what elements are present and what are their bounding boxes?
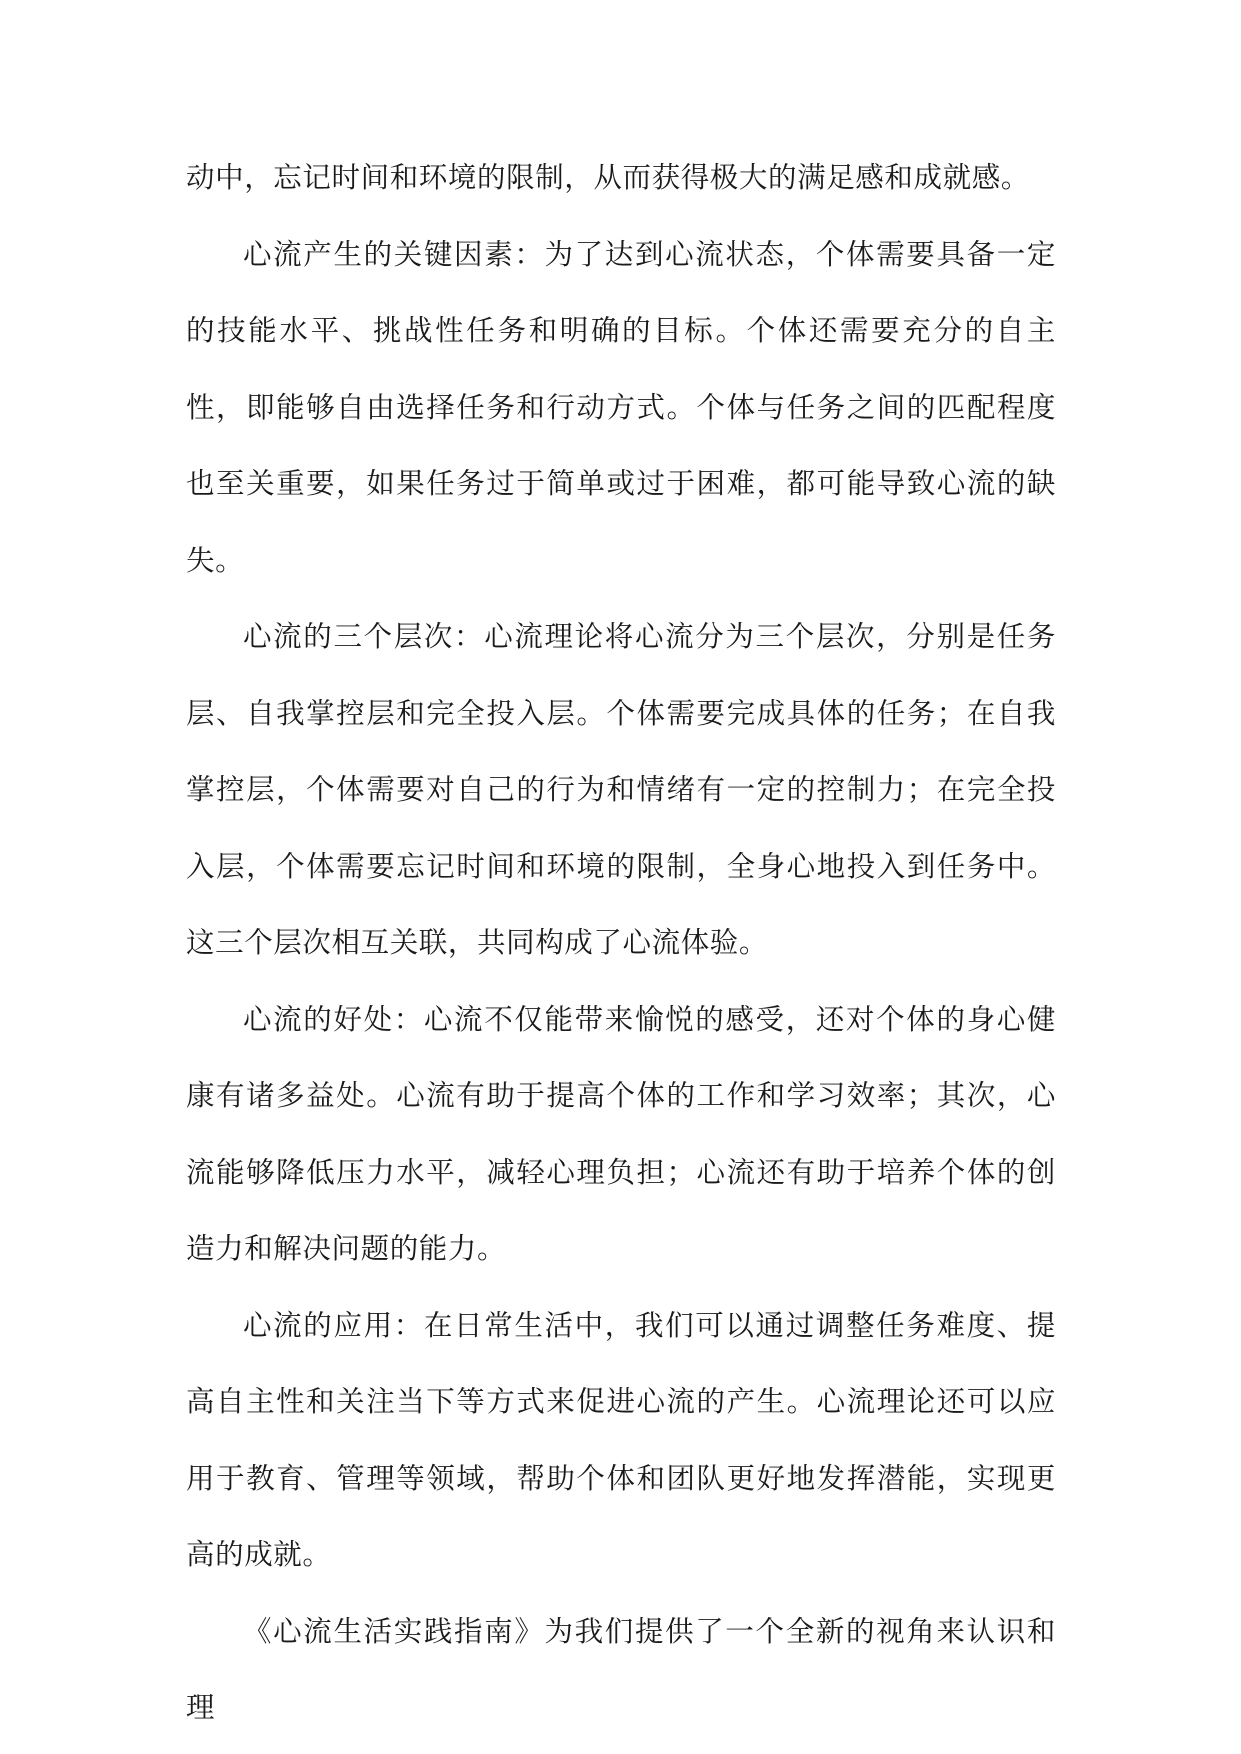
paragraph-applications: 心流的应用：在日常生活中，我们可以通过调整任务难度、提高自主性和关注当下等方式来促进心流的产生。心流理论还可以应用于教育、管理等领域，帮助个体和团队更好地发挥潜能，实现更高的成就。 bbox=[186, 1308, 1056, 1571]
paragraph-book-guide: 《心流生活实践指南》为我们提供了一个全新的视角来认识和理 bbox=[186, 1614, 1056, 1724]
paragraph-continuation: 动中，忘记时间和环境的限制，从而获得极大的满足感和成就感。 bbox=[186, 161, 1030, 194]
paragraph-benefits: 心流的好处：心流不仅能带来愉悦的感受，还对个体的身心健康有诸多益处。心流有助于提高个体的工作和学习效率；其次，心流能够降低压力水平，减轻心理负担；心流还有助于培养个体的创造力和解决问题的能力。 bbox=[186, 1002, 1056, 1265]
paragraph-key-factors: 心流产生的关键因素：为了达到心流状态，个体需要具备一定的技能水平、挑战性任务和明确的目标。个体还需要充分的自主性，即能够自由选择任务和行动方式。个体与任务之间的匹配程度也至关重要，如果任务过于简单或过于困难，都可能导致心流的缺失。 bbox=[186, 237, 1056, 577]
document-body bbox=[186, 140, 1056, 1747]
paragraph-three-levels: 心流的三个层次：心流理论将心流分为三个层次，分别是任务层、自我掌控层和完全投入层。个体需要完成具体的任务；在自我掌控层，个体需要对自己的行为和情绪有一定的控制力；在完全投入层，个体需要忘记时间和环境的限制，全身心地投入到任务中。这三个层次相互关联，共同构成了心流体验。 bbox=[186, 620, 1056, 959]
